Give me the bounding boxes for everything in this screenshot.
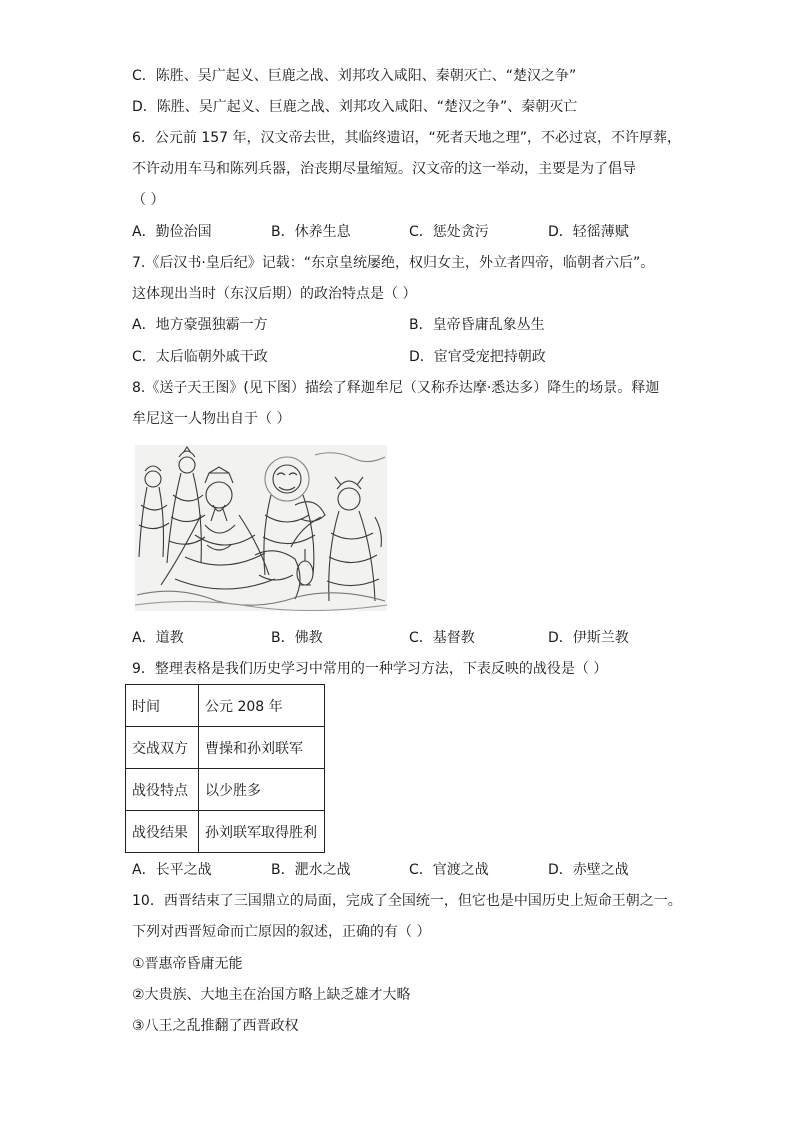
table-value-result: 孙刘联军取得胜利 — [199, 811, 325, 853]
table-value-time: 公元 208 年 — [199, 685, 325, 727]
q5-option-d: D．陈胜、吴广起义、巨鹿之战、刘邦攻入咸阳、“楚汉之争”、秦朝灭亡 — [132, 99, 578, 115]
q8-option-d: D．伊斯兰教 — [548, 630, 629, 646]
table-key-sides: 交战双方 — [126, 727, 199, 769]
q6-answer-blank: （ ） — [132, 192, 165, 208]
table-value-sides: 曹操和孙刘联军 — [199, 727, 325, 769]
q10-stem-line1: 10．西晋结束了三国鼎立的局面，完成了全国统一，但它也是中国历史上短命王朝之一。 — [132, 893, 682, 909]
line-drawing-figures — [135, 445, 387, 611]
q6-stem-line2: 不许动用车马和陈列兵器，治丧期尽量缩短。汉文帝的这一举动，主要是为了倡导 — [132, 161, 636, 177]
q7-option-d: D．宦官受宠把持朝政 — [409, 349, 546, 365]
q6-stem-line1: 6．公元前 157 年，汉文帝去世，其临终遗诏，“死者天地之理”，不必过哀，不许厚葬， — [132, 130, 682, 146]
q9-option-a: A．长平之战 — [132, 862, 212, 878]
table-row — [126, 769, 325, 811]
table-row — [126, 685, 325, 727]
q9-option-c: C．官渡之战 — [409, 862, 489, 878]
q8-stem-line1: 8.《送子天王图》(见下图）描绘了释迦牟尼（又称乔达摩·悉达多）降生的场景。释迦 — [132, 380, 660, 396]
q7-stem-line1: 7.《后汉书·皇后纪》记载：“东京皇统屡绝，权归女主，外立者四帝，临朝者六后”。 — [132, 255, 655, 271]
table-key-feature: 战役特点 — [126, 769, 199, 811]
q7-option-a: A．地方豪强独霸一方 — [132, 317, 268, 333]
battle-info-table — [125, 684, 325, 853]
q6-option-d: D．轻徭薄赋 — [548, 224, 629, 240]
q7-option-c: C．太后临朝外戚干政 — [132, 349, 268, 365]
q8-option-b: B．佛教 — [271, 630, 323, 646]
q7-stem-line2: 这体现出当时（东汉后期）的政治特点是（ ） — [132, 286, 417, 302]
q9-stem-line1: 9．整理表格是我们历史学习中常用的一种学习方法，下表反映的战役是（ ） — [132, 661, 608, 677]
table-value-feature: 以少胜多 — [199, 769, 325, 811]
songzi-tianwang-illustration — [135, 445, 387, 611]
table-key-time: 时间 — [126, 685, 199, 727]
q8-option-a: A．道教 — [132, 630, 184, 646]
q6-option-b: B．休养生息 — [271, 224, 351, 240]
q8-option-c: C．基督教 — [409, 630, 475, 646]
q10-stem-line2: 下列对西晋短命而亡原因的叙述，正确的有（ ） — [132, 924, 431, 940]
table-key-result: 战役结果 — [126, 811, 199, 853]
q10-item-2: ②大贵族、大地主在治国方略上缺乏雄才大略 — [132, 987, 411, 1003]
q5-option-c: C．陈胜、吴广起义、巨鹿之战、刘邦攻入咸阳、秦朝灭亡、“楚汉之争” — [132, 68, 577, 84]
q9-option-b: B．淝水之战 — [271, 862, 351, 878]
q6-option-a: A．勤俭治国 — [132, 224, 212, 240]
q6-option-c: C．惩处贪污 — [409, 224, 489, 240]
table-row — [126, 811, 325, 853]
q7-option-b: B．皇帝昏庸乱象丛生 — [409, 317, 545, 333]
table-row — [126, 727, 325, 769]
q9-option-d: D．赤壁之战 — [548, 862, 629, 878]
q10-item-1: ①晋惠帝昏庸无能 — [132, 956, 243, 972]
q10-item-3: ③八王之乱推翻了西晋政权 — [132, 1018, 299, 1034]
q8-stem-line2: 牟尼这一人物出自于（ ） — [132, 411, 291, 427]
